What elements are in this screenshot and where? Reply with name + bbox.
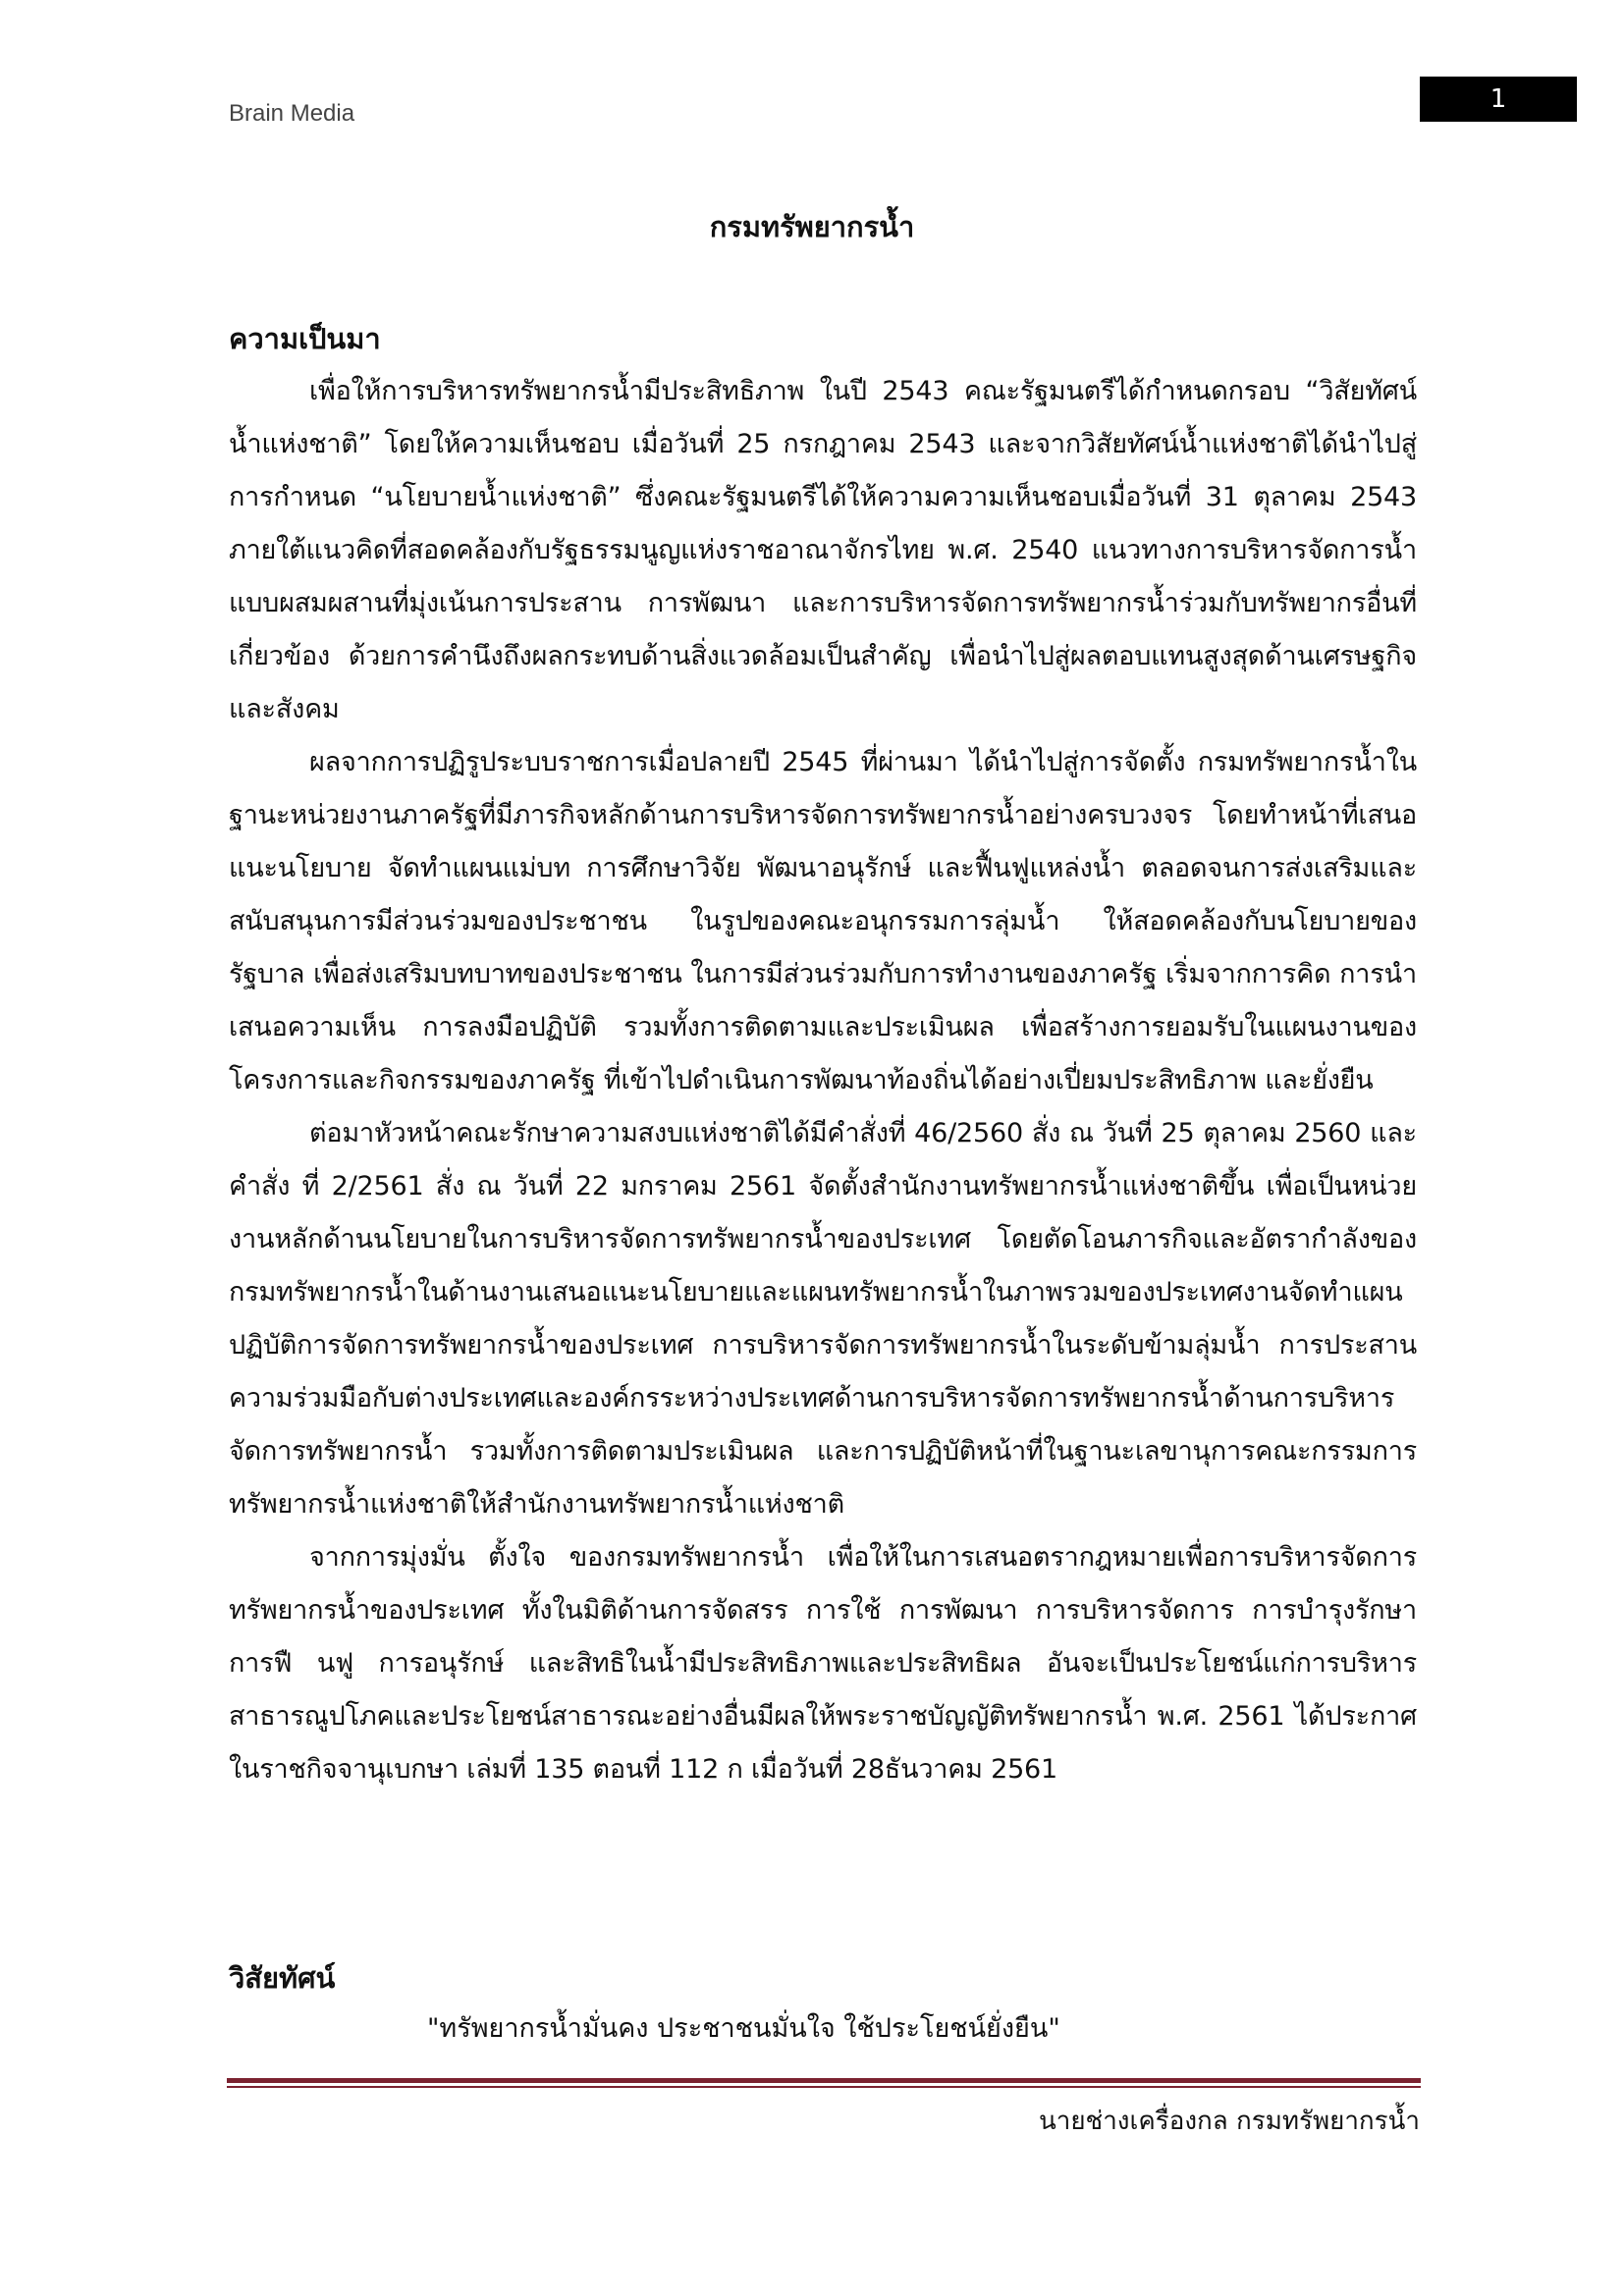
document-title: กรมทรัพยากรน้ำ	[709, 210, 915, 243]
paragraph: เพื่อให้การบริหารทรัพยากรน้ำมีประสิทธิภาพ ในปี 2543 คณะรัฐมนตรีได้กำหนดกรอบ “วิสัยทัศน์น้ำแห่งชาติ” โดยให้ความเห็นชอบ เมื่อวันที่ 25 กรกฎาคม 2543 และจากวิสัยทัศน์น้ำแห่งชาติได้นำไปสู่การกำหนด “นโยบายน้ำแห่งชาติ” ซึ่งคณะรัฐมนตรีได้ให้ความความเห็นชอบเมื่อวันที่ 31 ตุลาคม 2543 ภายใต้แนวคิดที่สอดคล้องกับรัฐธรรมนูญแห่งราชอาณาจักรไทย พ.ศ. 2540 แนวทางการบริหารจัดการน้ำแบบผสมผสานที่มุ่งเน้นการประสาน การพัฒนา และการบริหารจัดการทรัพยากรน้ำร่วมกับทรัพยากรอื่นที่เกี่ยวข้อง ด้วยการคำนึงถึงผลกระทบด้านสิ่งแวดล้อมเป็นสำคัญ เพื่อนำไปสู่ผลตอบแทนสูงสุดด้านเศรษฐกิจและสังคม	[229, 376, 1417, 724]
page-number-badge: 1	[1420, 77, 1577, 122]
paragraph: จากการมุ่งมั่น ตั้งใจ ของกรมทรัพยากรน้ำ เพื่อให้ในการเสนอตรากฎหมายเพื่อการบริหารจัดการทรัพยากรน้ำของประเทศ ทั้งในมิติด้านการจัดสรร การใช้ การพัฒนา การบริหารจัดการ การบำรุงรักษา การฟื นฟู การอนุรักษ์ และสิทธิในน้ำมีประสิทธิภาพและประสิทธิผล อันจะเป็นประโยชน์แก่การบริหารสาธารณูปโภคและประโยชน์สาธารณะอย่างอื่นมีผลให้พระราชบัญญัติทรัพยากรน้ำ พ.ศ. 2561 ได้ประกาศในราชกิจจานุเบกษา เล่มที่ 135 ตอนที่ 112 ก เมื่อวันที่ 28ธันวาคม 2561	[229, 1542, 1417, 1785]
footer-author: นายช่างเครื่องกล กรมทรัพยากรน้ำ	[1038, 2107, 1420, 2136]
vision-statement: "ทรัพยากรน้ำมั่นคง ประชาชนมั่นใจ ใช้ประโยชน์ยั่งยืน"	[427, 2013, 1060, 2044]
footer-divider	[227, 2078, 1421, 2083]
section-heading-vision: วิสัยทัศน์	[229, 1961, 336, 1995]
section-heading-background: ความเป็นมา	[229, 322, 381, 355]
paragraph: ผลจากการปฏิรูประบบราชการเมื่อปลายปี 2545 ที่ผ่านมา ได้นำไปสู่การจัดตั้ง กรมทรัพยากรน้ำในฐานะหน่วยงานภาครัฐที่มีภารกิจหลักด้านการบริหารจัดการทรัพยากรน้ำอย่างครบวงจร โดยทำหน้าที่เสนอแนะนโยบาย จัดทำแผนแม่บท การศึกษาวิจัย พัฒนาอนุรักษ์ และฟื้นฟูแหล่งน้ำ ตลอดจนการส่งเสริมและสนับสนุนการมีส่วนร่วมของประชาชน ในรูปของคณะอนุกรรมการลุ่มน้ำ ให้สอดคล้องกับนโยบายของรัฐบาล เพื่อส่งเสริมบทบาทของประชาชน ในการมีส่วนร่วมกับการทำงานของภาครัฐ เริ่มจากการคิด การนำเสนอความเห็น การลงมือปฏิบัติ รวมทั้งการติดตามและประเมินผล เพื่อสร้างการยอมรับในแผนงานของโครงการและกิจกรรมของภาครัฐ ที่เข้าไปดำเนินการพัฒนาท้องถิ่นได้อย่างเปี่ยมประสิทธิภาพ และยั่งยืน	[229, 747, 1417, 1095]
background-body	[229, 365, 1417, 1796]
footer-divider-thin	[227, 2086, 1421, 2088]
page-header-brand: Brain Media	[229, 100, 355, 127]
paragraph: ต่อมาหัวหน้าคณะรักษาความสงบแห่งชาติได้มีคำสั่งที่ 46/2560 สั่ง ณ วันที่ 25 ตุลาคม 2560 และคำสั่ง ที่ 2/2561 สั่ง ณ วันที่ 22 มกราคม 2561 จัดตั้งสำนักงานทรัพยากรน้ำแห่งชาติขึ้น เพื่อเป็นหน่วยงานหลักด้านนโยบายในการบริหารจัดการทรัพยากรน้ำของประเทศ โดยตัดโอนภารกิจและอัตรากำลังของกรมทรัพยากรน้ำในด้านงานเสนอแนะนโยบายและแผนทรัพยากรน้ำในภาพรวมของประเทศงานจัดทำแผนปฏิบัติการจัดการทรัพยากรน้ำของประเทศ การบริหารจัดการทรัพยากรน้ำในระดับข้ามลุ่มน้ำ การประสานความร่วมมือกับต่างประเทศและองค์กรระหว่างประเทศด้านการบริหารจัดการทรัพยากรน้ำด้านการบริหารจัดการทรัพยากรน้ำ รวมทั้งการติดตามประเมินผล และการปฏิบัติหน้าที่ในฐานะเลขานุการคณะกรรมการทรัพยากรน้ำแห่งชาติให้สำนักงานทรัพยากรน้ำแห่งชาติ	[229, 1118, 1417, 1520]
